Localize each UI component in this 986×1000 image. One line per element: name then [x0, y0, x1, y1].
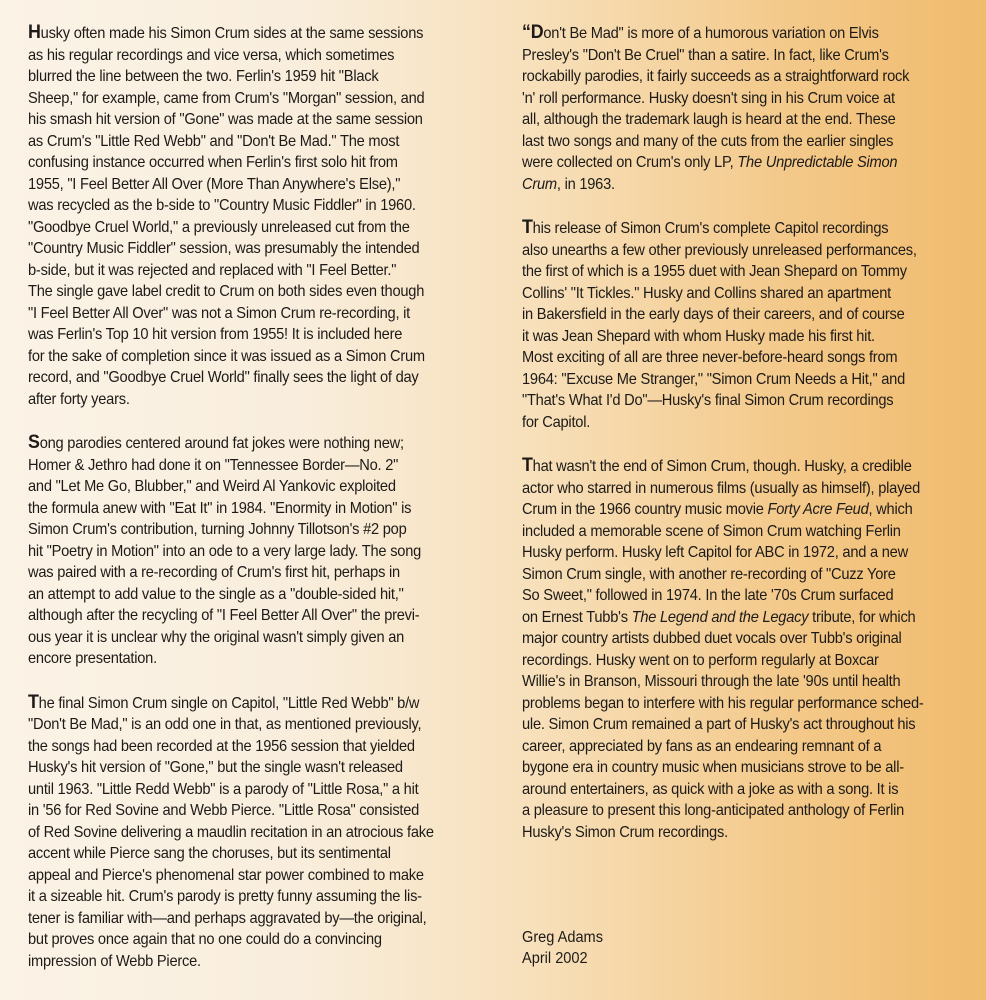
album-title: The Legend and the Legacy: [631, 608, 809, 626]
author-name: Greg Adams: [522, 929, 603, 946]
drop-cap: T: [522, 217, 533, 238]
left-column: [28, 22, 496, 994]
paragraph-text: ong parodies centered around fat jokes were nothing new; Homer & Jethro had done it on "Tennessee Border—No. 2" and "Let Me Go, Blubber," and Weird Al Yankovic exploited the formula anew with "Eat It" in 1984. "Enormity in Motion" is Simon Crum's contribution, turning Johnny Tillotson's #2 pop hit "Poetry in Motion" into an ode to a very large lady. The song was paired with a re-recording of Crum's first hit, perhaps in an attempt to add value to the single as a "double-sided hit," although after the recycling of "I Feel Better All Over" the previ- ous year it is unclear why the original wasn't simply given an encore presentation.: [28, 435, 422, 667]
paragraph-text: , in 1963.: [556, 175, 615, 193]
paragraph-text: , which included a memorable scene of Simon Crum watching Ferlin Husky perform. Husky left Capitol for ABC in 1972, and a new Simon Crum single, with another re-recording of "Cuzz Yore So Sweet," followed in 1974. In the late '70s Crum surfaced on Ernest Tubb's: [522, 501, 913, 626]
paragraph-text: his release of Simon Crum's complete Capitol recordings also unearths a few other previously unreleased performances, the first of which is a 1955 duet with Jean Shepard on Tommy Collins' "It Tickles." Husky and Collins shared an apartment in Bakersfield in the early days of their careers, and of course it was Jean Shepard with whom Husky made his first hit. Most exciting of all are three never-before-heard songs from 1964: "Excuse Me Stranger," "Simon Crum Needs a Hit," and "That's What I'd Do"—Husky's final Simon Crum recordings for Capitol.: [522, 220, 917, 431]
paragraph-final-single: [28, 692, 494, 973]
paragraph-husky-sessions: [28, 22, 494, 410]
paragraph-end-of-crum: [522, 455, 965, 843]
signature-date: April 2002: [522, 950, 588, 967]
drop-cap: S: [28, 432, 40, 453]
paragraph-text: on't Be Mad" is more of a humorous variation on Elvis Presley's "Don't Be Cruel" than a satire. In fact, like Crum's rockabilly parodies, it fairly succeeds as a straightforward rock 'n' roll performance. Husky doesn't sing in his Crum voice at all, although the trademark laugh is heard at the end. These last two songs and many of the cuts from the earlier singles were collected on Crum's only LP,: [522, 25, 910, 171]
signature: [522, 927, 603, 969]
drop-cap: “D: [522, 22, 544, 43]
paragraph-text: hat wasn't the end of Simon Crum, though. Husky, a credible actor who starred in numerous films (usually as himself), played Crum in the 1966 country music movie: [522, 458, 921, 518]
movie-title: Forty Acre Feud: [767, 501, 869, 518]
drop-cap: T: [28, 691, 39, 713]
paragraph-song-parodies: [28, 432, 494, 670]
album-title: The Unpredictable Simon Crum: [522, 154, 898, 193]
drop-cap: H: [28, 22, 41, 43]
paragraph-text: he final Simon Crum single on Capitol, "Little Red Webb" b/w "Don't Be Mad," is an odd one in that, as mentioned previously, the songs had been recorded at the 1956 session that yielded Husky's hit version of "Gone," but the single wasn't released until 1963. "Little Redd Webb" is a parody of "Little Rosa," a hit in '56 for Red Sovine and Webb Pierce. "Little Rosa" consisted of Red Sovine delivering a maudlin recitation in an atrocious fake accent while Pierce sang the choruses, but its sentimental appeal and Pierce's phenomenal star power combined to make it a sizeable hit. Crum's parody is pretty funny assuming the lis- tener is familiar with—and perhaps aggravated by—the original, but proves once again that no one could do a convincing impression of Webb Pierce.: [28, 694, 434, 970]
paragraph-text: tribute, for which major country artists dubbed duet vocals over Tubb's original recordings. Husky went on to perform regularly at Boxcar Willie's in Branson, Missouri through the late '90s until health problems began to interfere with his regular performance sched- ule. Simon Crum remained a part of Husky's act throughout his career, appreciated by fans as an endearing remnant of a bygone era in country music when musicians strove to be all- around entertainers, as quick with a joke as with a song. It is a pleasure to present this long-anticipated anthology of Ferlin Husky's Simon Crum recordings.: [522, 608, 924, 841]
paragraph-text: usky often made his Simon Crum sides at the same sessions as his regular recordings and vice versa, which sometimes blurred the line between the two. Ferlin's 1959 hit "Black Sheep," for example, came from Crum's "Morgan" session, and his smash hit version of "Gone" was made at the same session as Crum's "Little Red Webb" and "Don't Be Mad." The most confusing instance occurred when Ferlin's first solo hit from 1955, "I Feel Better All Over (More Than Anywhere's Else)," was recycled as the b-side to "Country Music Fiddler" in 1960. "Goodbye Cruel World," a previously unreleased cut from the "Country Music Fiddler" session, was presumably the intended b-side, but it was rejected and replaced with "I Feel Better." The single gave label credit to Crum on both sides even though "I Feel Better All Over" was not a Simon Crum re-recording, it was Ferlin's Top 10 hit version from 1955! It is included here for the sake of completion since it was issued as a Simon Crum record, and "Goodbye Cruel World" finally sees the light of day after forty years.: [28, 25, 425, 408]
paragraph-dont-be-mad: [522, 22, 965, 195]
right-column: [522, 22, 967, 865]
drop-cap: T: [522, 455, 533, 476]
paragraph-unreleased-performances: [522, 217, 965, 433]
